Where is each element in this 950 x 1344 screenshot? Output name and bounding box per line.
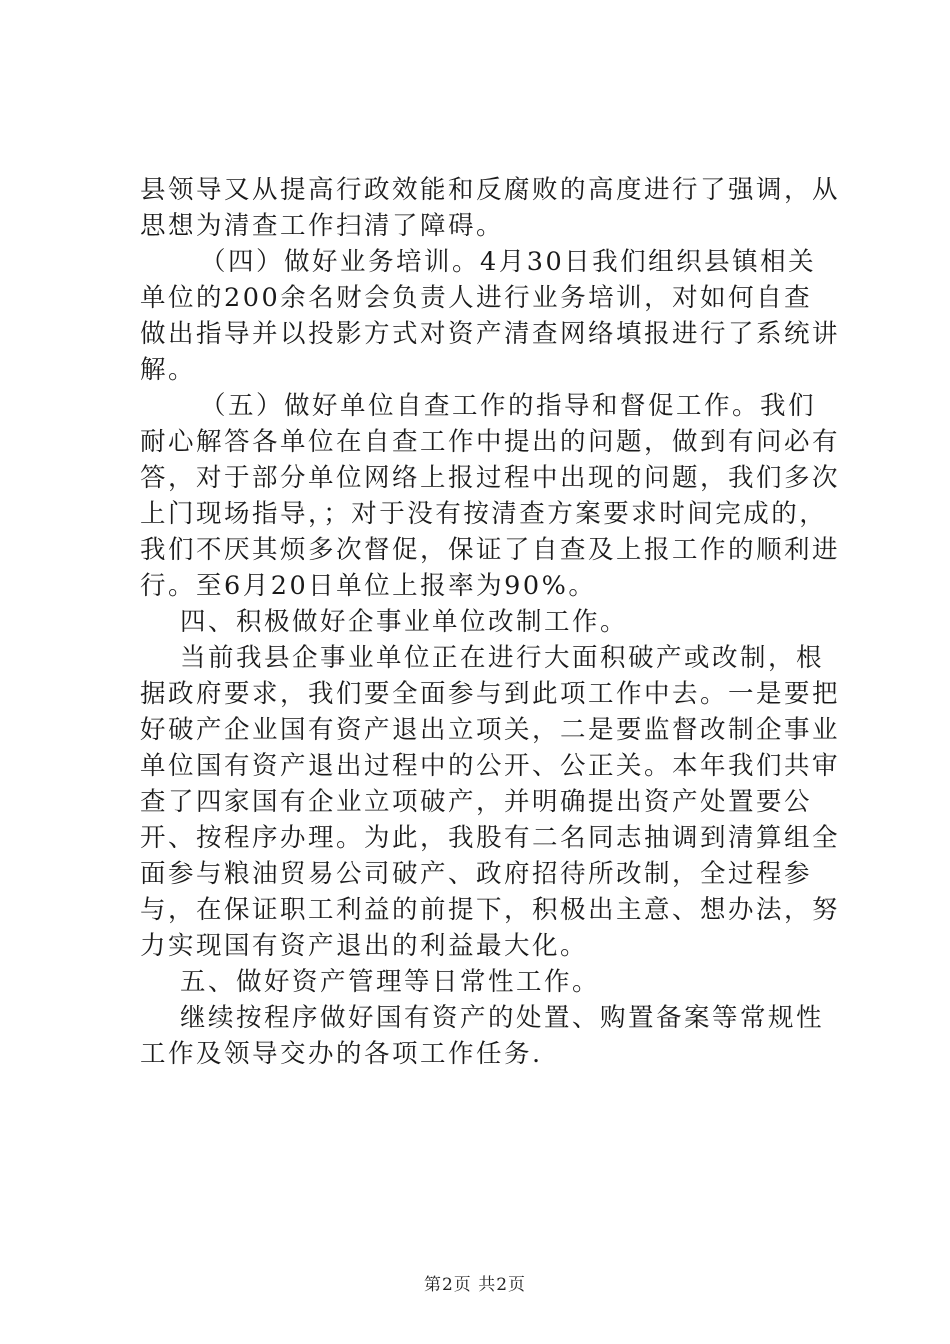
section-heading-daily-work: 五、做好资产管理等日常性工作。	[180, 967, 601, 997]
page-number-footer: 第2页 共2页	[423, 1275, 527, 1295]
document-body	[140, 172, 840, 1072]
section-heading-restructuring: 四、积极做好企事业单位改制工作。	[180, 607, 629, 637]
paragraph-restructuring: 当前我县企事业单位正在进行大面积破产或改制，根据政府要求，我们要全面参与到此项工作中去。一是要把好破产企业国有资产退出立项关，二是要监督改制企事业单位国有资产退出过程中的公开、公正关。本年我们共审查了四家国有企业立项破产，并明确提出资产处置要公开、按程序办理。为此，我股有二名同志抽调到清算组全面参与粮油贸易公司破产、政府招待所改制，全过程参与，在保证职工利益的前提下，积极出主意、想办法，努力实现国有资产退出的利益最大化。	[140, 643, 841, 961]
paragraph-business-training: （四）做好业务培训。4月30日我们组织县镇相关单位的200余名财会负责人进行业务培训，对如何自查做出指导并以投影方式对资产清查网络填报进行了系统讲解。	[140, 247, 841, 385]
paragraph-continuation: 县领导又从提高行政效能和反腐败的高度进行了强调，从思想为清查工作扫清了障碍。	[140, 175, 841, 241]
paragraph-daily-work: 继续按程序做好国有资产的处置、购置备案等常规性工作及领导交办的各项工作任务.	[140, 1003, 825, 1069]
paragraph-self-inspection: （五）做好单位自查工作的指导和督促工作。我们耐心解答各单位在自查工作中提出的问题，做到有问必有答，对于部分单位网络上报过程中出现的问题，我们多次上门现场指导，；对于没有按清查方案要求时间完成的，我们不厌其烦多次督促，保证了自查及上报工作的顺利进行。至6月20日单位上报率为90%。	[140, 391, 841, 601]
